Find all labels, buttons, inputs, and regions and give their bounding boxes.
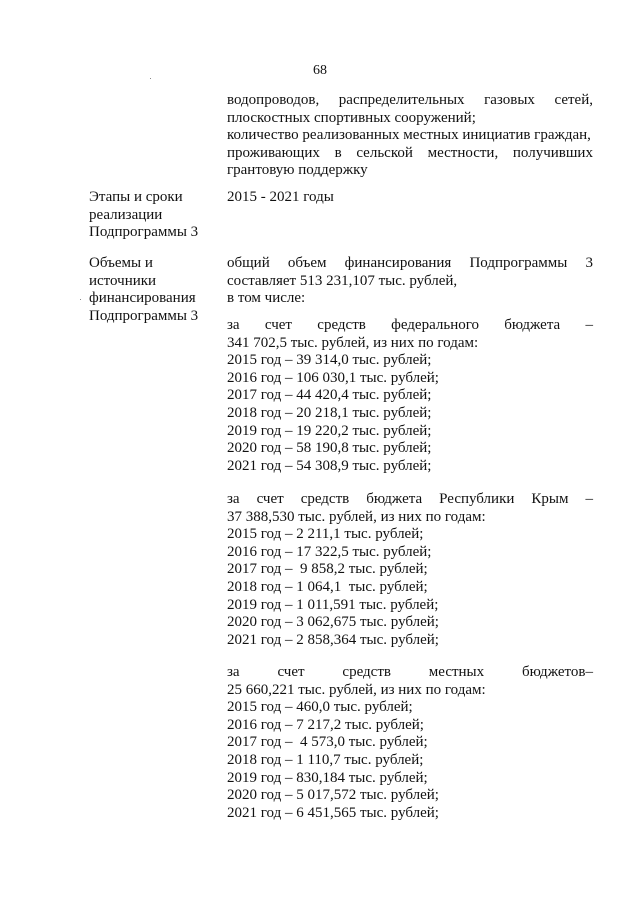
year-line: 2015 год – 39 314,0 тыс. рублей; <box>227 352 432 369</box>
stages-years: 2015 - 2021 годы <box>227 189 334 205</box>
funding-total <box>227 255 593 308</box>
word: средств <box>300 491 350 507</box>
year-line: 2021 год – 54 308,9 тыс. рублей; <box>227 457 432 474</box>
word: местных <box>428 664 485 680</box>
indicators-continuation <box>227 92 593 180</box>
year-line: 2015 год – 2 211,1 тыс. рублей; <box>227 526 424 543</box>
word: Республики <box>439 491 515 507</box>
year-line: 2021 год – 6 451,565 тыс. рублей; <box>227 804 439 821</box>
word: газовых <box>484 92 535 108</box>
year-line: 2019 год – 19 220,2 тыс. рублей; <box>227 422 432 439</box>
word: сетей, <box>554 92 593 108</box>
year-line: 2018 год – 20 218,1 тыс. рублей; <box>227 404 432 421</box>
word: Подпрограммы <box>469 255 568 271</box>
year-line: 2020 год – 58 190,8 тыс. рублей; <box>227 440 432 457</box>
word: – <box>585 317 593 333</box>
year-line: 2018 год – 1 064,1 тыс. рублей; <box>227 578 428 595</box>
year-line: 2017 год – 9 858,2 тыс. рублей; <box>227 561 428 578</box>
label-line: реализации <box>89 206 163 223</box>
word: водопроводов, <box>227 92 320 108</box>
word: средств <box>317 317 366 333</box>
text-line: составляет 513 231,107 тыс. рублей, <box>227 272 458 289</box>
scan-speck <box>150 78 151 79</box>
year-line: 2016 год – 7 217,2 тыс. рублей; <box>227 716 424 733</box>
word: бюджета <box>366 491 423 507</box>
word: финансирования <box>344 255 452 271</box>
stages-label <box>89 189 214 242</box>
text-line: 341 702,5 тыс. рублей, из них по годам: <box>227 334 479 351</box>
text-line: 37 388,530 тыс. рублей, из них по годам: <box>227 508 486 525</box>
funding-label <box>89 255 214 325</box>
text-line: 25 660,221 тыс. рублей, из них по годам: <box>227 681 486 698</box>
stages-value <box>227 189 593 207</box>
year-line: 2016 год – 17 322,5 тыс. рублей; <box>227 543 432 560</box>
label-line: Объемы и <box>89 255 153 271</box>
word: бюджетов– <box>521 664 593 680</box>
year-line: 2020 год – 5 017,572 тыс. рублей; <box>227 787 439 804</box>
text-line <box>227 664 593 682</box>
year-line: 2015 год – 460,0 тыс. рублей; <box>227 699 413 716</box>
year-line: 2019 год – 1 011,591 тыс. рублей; <box>227 596 439 613</box>
text-line: грантовую поддержку <box>227 162 368 179</box>
word: за <box>227 664 240 680</box>
label-line: Подпрограммы 3 <box>89 224 199 241</box>
text-line: количество реализованных местных инициатив граждан, <box>227 127 591 144</box>
word: счет <box>256 491 284 507</box>
text-line: в том числе: <box>227 290 306 307</box>
text-line: плоскостных спортивных сооружений; <box>227 109 476 126</box>
year-line: 2021 год – 2 858,364 тыс. рублей; <box>227 631 439 648</box>
word: – <box>585 491 593 507</box>
word: получивших <box>512 144 593 161</box>
word: 3 <box>585 255 593 271</box>
text-line <box>227 92 593 110</box>
year-line: 2018 год – 1 110,7 тыс. рублей; <box>227 751 424 768</box>
year-line: 2020 год – 3 062,675 тыс. рублей; <box>227 614 439 631</box>
word: проживающих <box>227 144 320 161</box>
word: федерального <box>391 317 479 333</box>
year-line: 2017 год – 4 573,0 тыс. рублей; <box>227 734 428 751</box>
text-line <box>227 317 593 335</box>
word: объем <box>287 255 327 271</box>
label-line: Подпрограммы 3 <box>89 307 199 324</box>
year-line: 2019 год – 830,184 тыс. рублей; <box>227 769 428 786</box>
year-line: 2016 год – 106 030,1 тыс. рублей; <box>227 369 439 386</box>
text-line <box>227 491 593 509</box>
label-line: источники <box>89 272 157 289</box>
label-line: Этапы и сроки <box>89 189 183 205</box>
word: счет <box>264 317 292 333</box>
word: за <box>227 317 240 333</box>
word: Крым <box>531 491 569 507</box>
word: общий <box>227 255 270 271</box>
label-line: финансирования <box>89 290 196 307</box>
federal-budget-section <box>227 317 593 475</box>
page-number: 68 <box>313 63 327 78</box>
word: счет <box>277 664 305 680</box>
text-line <box>227 255 593 273</box>
word: в <box>334 144 342 161</box>
scan-speck <box>80 299 81 300</box>
word: средств <box>342 664 391 680</box>
word: бюджета <box>504 317 561 333</box>
text-line <box>227 145 593 163</box>
local-budget-section <box>227 664 593 822</box>
word: распределительных <box>338 92 465 108</box>
year-line: 2017 год – 44 420,4 тыс. рублей; <box>227 387 432 404</box>
word: сельской <box>356 144 413 161</box>
republic-budget-section <box>227 491 593 649</box>
word: за <box>227 491 240 507</box>
word: местности, <box>427 144 499 161</box>
